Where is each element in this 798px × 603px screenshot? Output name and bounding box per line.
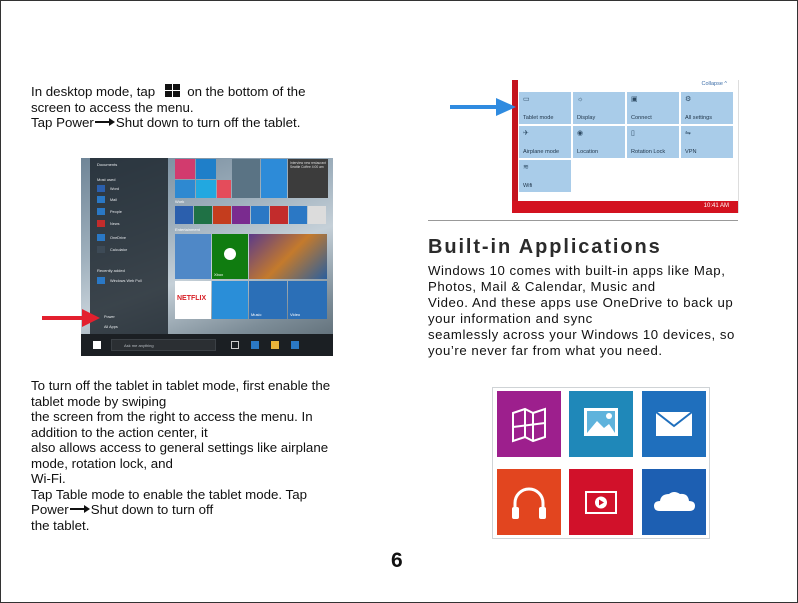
video-tile-label: Video xyxy=(290,312,301,317)
tile-netflix[interactable] xyxy=(175,281,211,319)
airplane-mode-label: Airplane mode xyxy=(523,149,560,155)
recent-app-label: Windows Web Pull xyxy=(110,279,142,283)
tile-xbox[interactable] xyxy=(212,234,248,279)
right-arrow-icon-2 xyxy=(70,505,90,513)
task-view-icon[interactable] xyxy=(231,341,239,349)
most-used-label: Most used xyxy=(97,177,116,182)
start-menu-taskbar xyxy=(81,334,333,356)
all-settings-tile[interactable] xyxy=(681,92,733,124)
desktop-line3-end: Shut down to turn off the tablet. xyxy=(115,115,301,130)
tablet-mode-icon: ▭ xyxy=(523,96,530,103)
tablet-line3: the screen from the right to access the menu. In xyxy=(31,409,313,424)
start-menu-screenshot xyxy=(81,158,333,356)
tablet-line4: addition to the action center, it xyxy=(31,424,208,440)
tablet-line6: mode, rotation lock, and xyxy=(31,455,173,471)
airplane-mode-tile[interactable] xyxy=(519,126,571,158)
tablet-instructions xyxy=(31,378,330,533)
mail-icon[interactable] xyxy=(642,391,706,457)
photos-icon[interactable] xyxy=(569,391,633,457)
tablet-line1: To turn off the tablet in tablet mode, first enable the xyxy=(31,378,331,393)
section-divider xyxy=(428,220,738,221)
desktop-line1-start: In desktop mode, tap xyxy=(31,84,156,99)
tablet-mode-label: Tablet mode xyxy=(523,115,554,121)
rotation-lock-icon: ▯ xyxy=(631,130,635,137)
clock-text: 10:41 AM xyxy=(703,203,729,209)
windows-logo-icon xyxy=(165,84,181,98)
action-center-taskbar xyxy=(512,201,739,213)
news-app-label: News xyxy=(110,222,120,226)
people-app-label: People xyxy=(110,210,122,214)
power-menu-item[interactable]: Power xyxy=(104,315,115,319)
tile-white[interactable] xyxy=(308,206,326,224)
tile-video[interactable] xyxy=(288,281,327,319)
calculator-app-icon xyxy=(97,246,105,253)
word-app-icon xyxy=(97,185,105,192)
all-settings-label: All settings xyxy=(685,115,713,121)
tablet-line2: tablet mode by swiping xyxy=(31,393,167,409)
connect-label: Connect xyxy=(631,115,652,121)
tile-game[interactable] xyxy=(249,234,327,279)
recent-app-icon xyxy=(97,277,105,284)
map-icon[interactable] xyxy=(497,391,561,457)
start-menu-tiles xyxy=(175,158,333,334)
collapse-link[interactable]: Collapse ^ xyxy=(701,81,727,87)
desktop-instructions xyxy=(31,84,305,131)
desktop-line3-start: Tap Power xyxy=(31,115,94,130)
builtin-line2: Photos, Mail & Calendar, Music and xyxy=(428,279,656,294)
rotation-lock-tile[interactable] xyxy=(627,126,679,158)
tile-pink[interactable] xyxy=(175,159,195,179)
connect-tile[interactable] xyxy=(627,92,679,124)
tile-excel[interactable] xyxy=(194,206,212,224)
documents-label: Documents xyxy=(97,162,118,167)
page-number: 6 xyxy=(391,549,403,572)
onedrive-app-label: OneDrive xyxy=(110,236,127,240)
display-icon: ☼ xyxy=(577,96,584,103)
word-app-label: Word xyxy=(110,187,120,191)
desktop-line1-end: on the bottom of the xyxy=(187,84,306,99)
display-tile[interactable] xyxy=(573,92,625,124)
mail-app-label: Mail xyxy=(110,198,117,202)
rotation-lock-label: Rotation Lock xyxy=(631,149,666,155)
tablet-line5: also allows access to general settings like airplane xyxy=(31,440,329,455)
tile-outlook[interactable] xyxy=(251,206,269,224)
tile-onenote[interactable] xyxy=(232,206,250,224)
work-group-label: Work xyxy=(175,199,185,204)
airplane-icon: ✈ xyxy=(523,130,529,137)
people-app-icon xyxy=(97,208,105,215)
tile-news[interactable] xyxy=(288,159,328,198)
builtin-line1: Windows 10 comes with built-in apps like Map, xyxy=(428,263,726,278)
wifi-tile[interactable] xyxy=(519,160,571,192)
builtin-line6: you’re never far from what you need. xyxy=(428,343,663,358)
mail-app-icon xyxy=(97,196,105,203)
display-label: Display xyxy=(577,115,596,121)
desktop-line2: screen to access the menu. xyxy=(31,99,194,115)
onedrive-app-icon xyxy=(97,234,105,241)
builtin-line4: your information and sync xyxy=(428,311,593,326)
tablet-line7: Wi-Fi. xyxy=(31,471,66,486)
tile-skype[interactable] xyxy=(175,180,195,198)
red-pointer-arrow xyxy=(40,307,102,329)
tablet-line9-end: Shut down to turn off xyxy=(90,502,214,517)
recently-added-label: Recently added xyxy=(97,268,125,273)
action-center-panel xyxy=(512,80,739,213)
video-icon[interactable] xyxy=(569,469,633,535)
entertainment-group-label: Entertainment xyxy=(175,227,200,232)
gear-icon: ⚙ xyxy=(685,96,692,103)
action-center-screenshot xyxy=(512,80,739,213)
builtin-line3: Video. And these apps use OneDrive to back up xyxy=(428,295,734,310)
vpn-label: VPN xyxy=(685,149,697,155)
cortana-search-placeholder: Ask me anything xyxy=(124,343,154,348)
tile-word[interactable] xyxy=(175,206,193,224)
cortana-search-box[interactable] xyxy=(111,339,216,351)
builtin-description xyxy=(428,263,735,359)
location-icon: ◉ xyxy=(577,130,584,137)
tile-blue-a[interactable] xyxy=(196,159,216,179)
tablet-line9-start: Power xyxy=(31,502,69,517)
builtin-line5: seamlessly across your Windows 10 devices, so xyxy=(428,327,735,342)
edge-icon[interactable] xyxy=(251,341,259,349)
location-label: Location xyxy=(577,149,599,155)
tablet-mode-tile[interactable] xyxy=(519,92,571,124)
xbox-tile-label: Xbox xyxy=(214,272,224,277)
netflix-logo: NETFLIX xyxy=(177,295,207,302)
blue-pointer-arrow xyxy=(448,96,518,118)
store-icon[interactable] xyxy=(291,341,299,349)
app-icon-grid xyxy=(492,387,710,539)
tile-photo[interactable] xyxy=(232,159,260,198)
tile-powerpoint[interactable] xyxy=(213,206,231,224)
builtin-heading: Built-in Applications xyxy=(428,236,662,258)
xbox-icon xyxy=(224,248,236,260)
tile-health[interactable] xyxy=(217,180,231,198)
tile-blue-b[interactable] xyxy=(289,206,307,224)
tile-weather[interactable] xyxy=(261,159,287,198)
news-app-icon xyxy=(97,220,105,227)
onedrive-icon[interactable] xyxy=(642,469,706,535)
start-button-icon[interactable] xyxy=(93,341,101,349)
calculator-app-label: Calculator xyxy=(110,248,128,252)
connect-icon: ▣ xyxy=(631,96,638,103)
vpn-icon: ⇋ xyxy=(685,130,691,137)
tile-red[interactable] xyxy=(270,206,288,224)
explorer-icon[interactable] xyxy=(271,341,279,349)
all-apps-menu-item[interactable]: All Apps xyxy=(104,325,118,329)
location-tile[interactable] xyxy=(573,126,625,158)
tablet-line8: Tap Table mode to enable the tablet mode. Tap xyxy=(31,486,307,502)
tile-twitter[interactable] xyxy=(196,180,216,198)
wifi-icon: ≋ xyxy=(523,164,529,171)
tile-music[interactable] xyxy=(249,281,287,319)
music-icon[interactable] xyxy=(497,469,561,535)
tile-frozen[interactable] xyxy=(175,234,211,279)
music-tile-label: Music xyxy=(251,312,262,317)
news-tile-text: Interview new restaurant Seattle Coffee 4:00 am xyxy=(290,161,326,169)
right-arrow-icon xyxy=(95,118,115,126)
tablet-line10: the tablet. xyxy=(31,517,90,533)
wifi-label: Wifi xyxy=(523,183,533,189)
tile-castle[interactable] xyxy=(212,281,248,319)
vpn-tile[interactable] xyxy=(681,126,733,158)
